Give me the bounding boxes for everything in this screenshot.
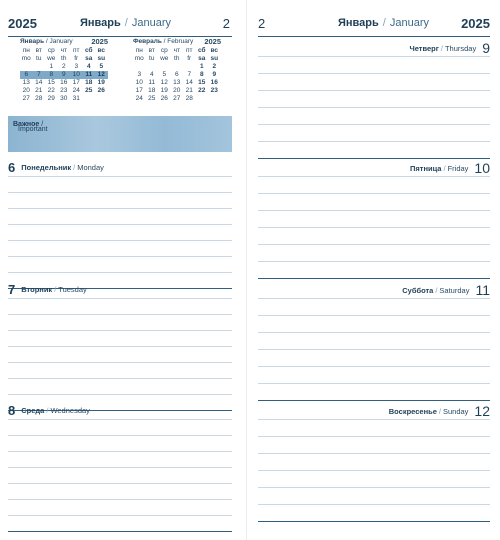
day-number: 7 xyxy=(8,282,16,297)
writing-line[interactable] xyxy=(8,531,232,532)
writing-line[interactable] xyxy=(258,90,490,91)
calendar-date xyxy=(146,63,159,71)
writing-line[interactable] xyxy=(8,314,232,315)
calendar-date xyxy=(95,95,108,103)
calendar-date[interactable]: 17 xyxy=(72,79,80,86)
day-heading-saturday xyxy=(402,282,490,296)
day-heading-tuesday xyxy=(8,282,87,296)
writing-line[interactable] xyxy=(8,298,232,299)
calendar-date[interactable]: 19 xyxy=(97,79,105,86)
weekday-header: sa xyxy=(85,55,93,62)
calendar-date[interactable]: 21 xyxy=(185,87,193,94)
weekday-header: su xyxy=(210,55,219,62)
writing-line[interactable] xyxy=(258,521,490,522)
calendar-date xyxy=(171,63,184,71)
mini-calendar-year: 2025 xyxy=(91,37,108,46)
important-box[interactable] xyxy=(8,116,232,152)
calendar-date[interactable]: 2 xyxy=(61,63,66,70)
weekday-header: mo xyxy=(134,55,144,62)
writing-line[interactable] xyxy=(258,366,490,367)
weekday-header: пн xyxy=(135,47,143,54)
writing-line[interactable] xyxy=(8,435,232,436)
day-heading-friday xyxy=(410,160,490,174)
calendar-date[interactable]: 13 xyxy=(173,79,181,86)
writing-line[interactable] xyxy=(8,394,232,395)
mini-calendar-month: Январь / January xyxy=(20,38,73,45)
calendar-date[interactable]: 19 xyxy=(160,87,168,94)
page-number: 2 xyxy=(258,16,266,31)
weekday-header: чт xyxy=(60,47,67,54)
weekday-header: we xyxy=(47,55,56,62)
calendar-date[interactable]: 1 xyxy=(199,63,204,70)
day-heading-sunday xyxy=(389,403,490,417)
calendar-date[interactable]: 16 xyxy=(210,79,218,86)
left-page-header xyxy=(8,16,232,34)
calendar-date xyxy=(83,95,96,103)
writing-line[interactable] xyxy=(258,210,490,211)
writing-line[interactable] xyxy=(258,470,490,471)
day-number: 8 xyxy=(8,403,16,418)
weekday-header: пн xyxy=(22,47,30,54)
mini-calendar-grid xyxy=(20,47,108,103)
writing-line[interactable] xyxy=(258,349,490,350)
weekday-header: вт xyxy=(148,47,155,54)
day-number: 6 xyxy=(8,160,16,175)
calendar-date[interactable]: 15 xyxy=(198,79,206,86)
day-number: 10 xyxy=(474,160,490,176)
writing-line[interactable] xyxy=(258,400,490,401)
writing-line[interactable] xyxy=(8,467,232,468)
mini-calendar-grid xyxy=(133,47,221,103)
calendar-date[interactable]: 20 xyxy=(22,87,30,94)
writing-line[interactable] xyxy=(8,208,232,209)
writing-line[interactable] xyxy=(8,451,232,452)
calendar-date[interactable]: 2 xyxy=(212,63,217,70)
month-label: Январь / January xyxy=(80,17,171,29)
calendar-date[interactable]: 6 xyxy=(20,71,33,79)
writing-line[interactable] xyxy=(8,346,232,347)
calendar-date[interactable]: 12 xyxy=(160,79,168,86)
calendar-date xyxy=(158,63,171,71)
mini-calendar-title xyxy=(133,38,221,47)
calendar-date[interactable]: 21 xyxy=(35,87,43,94)
writing-line[interactable] xyxy=(258,56,490,57)
calendar-date[interactable]: 30 xyxy=(60,95,68,102)
page-spine xyxy=(246,0,247,540)
weekday-header: sa xyxy=(198,55,206,62)
header-rule xyxy=(8,36,232,37)
calendar-date[interactable]: 4 xyxy=(149,71,154,78)
weekday-header: сб xyxy=(197,47,206,54)
calendar-date xyxy=(20,63,33,71)
calendar-date[interactable]: 10 xyxy=(70,71,83,79)
calendar-date[interactable]: 15 xyxy=(47,79,55,86)
day-name: Среда / Wednesday xyxy=(21,406,90,415)
calendar-date[interactable]: 8 xyxy=(199,71,204,78)
right-page xyxy=(252,0,500,540)
writing-line[interactable] xyxy=(258,107,490,108)
calendar-date[interactable]: 14 xyxy=(35,79,43,86)
day-name: Суббота / Saturday xyxy=(402,285,470,295)
writing-line[interactable] xyxy=(258,244,490,245)
calendar-date[interactable]: 27 xyxy=(173,95,181,102)
left-page xyxy=(0,0,240,540)
mini-calendar-month: Февраль / February xyxy=(133,38,194,45)
writing-line[interactable] xyxy=(8,192,232,193)
calendar-date xyxy=(208,95,221,103)
writing-line[interactable] xyxy=(258,227,490,228)
day-name: Четверг / Thursday xyxy=(409,43,477,53)
calendar-date[interactable]: 27 xyxy=(22,95,30,102)
calendar-date[interactable]: 23 xyxy=(210,87,218,94)
writing-line[interactable] xyxy=(258,383,490,384)
calendar-date[interactable]: 26 xyxy=(160,95,168,102)
writing-line[interactable] xyxy=(258,158,490,159)
calendar-date[interactable]: 20 xyxy=(173,87,181,94)
day-name: Вторник / Tuesday xyxy=(21,285,87,294)
day-number: 12 xyxy=(474,403,490,419)
calendar-date[interactable]: 10 xyxy=(135,79,143,86)
calendar-date[interactable]: 14 xyxy=(185,79,193,86)
writing-line[interactable] xyxy=(8,330,232,331)
mini-calendar-year: 2025 xyxy=(204,37,221,46)
day-name: Пятница / Friday xyxy=(410,163,469,173)
writing-line[interactable] xyxy=(8,176,232,177)
calendar-date xyxy=(33,63,46,71)
writing-line[interactable] xyxy=(8,419,232,420)
weekday-header: пт xyxy=(186,47,193,54)
calendar-date[interactable]: 18 xyxy=(85,79,93,86)
writing-line[interactable] xyxy=(258,332,490,333)
writing-line[interactable] xyxy=(8,362,232,363)
calendar-date xyxy=(196,95,209,103)
writing-line[interactable] xyxy=(8,224,232,225)
writing-line[interactable] xyxy=(258,298,490,299)
weekday-header: вт xyxy=(35,47,42,54)
day-heading-thursday xyxy=(409,40,490,54)
mini-calendar-february xyxy=(133,38,221,103)
day-name: Воскресенье / Sunday xyxy=(388,406,469,416)
writing-line[interactable] xyxy=(8,240,232,241)
writing-line[interactable] xyxy=(8,515,232,516)
weekday-header: mo xyxy=(21,55,31,62)
calendar-date[interactable]: 13 xyxy=(22,79,30,86)
calendar-date[interactable]: 22 xyxy=(198,87,206,94)
weekday-header: ср xyxy=(47,47,55,54)
mini-calendar-title xyxy=(20,38,108,47)
calendar-date[interactable]: 31 xyxy=(72,95,80,102)
calendar-date[interactable]: 4 xyxy=(86,63,91,70)
calendar-date[interactable]: 6 xyxy=(174,71,179,78)
weekday-header: fr xyxy=(187,55,192,62)
weekday-header: we xyxy=(160,55,169,62)
writing-line[interactable] xyxy=(258,193,490,194)
weekday-header: th xyxy=(61,55,67,62)
calendar-date[interactable]: 16 xyxy=(60,79,68,86)
calendar-date[interactable]: 29 xyxy=(47,95,55,102)
calendar-date[interactable]: 12 xyxy=(95,71,108,79)
writing-line[interactable] xyxy=(258,124,490,125)
month-label: Январь / January xyxy=(338,17,429,29)
weekday-header: пт xyxy=(73,47,80,54)
day-number: 11 xyxy=(475,282,490,298)
mini-calendar-january xyxy=(20,38,108,103)
writing-line[interactable] xyxy=(258,261,490,262)
calendar-date[interactable]: 7 xyxy=(187,71,192,78)
calendar-date[interactable]: 22 xyxy=(47,87,55,94)
calendar-date[interactable]: 9 xyxy=(58,71,71,79)
day-heading-monday xyxy=(8,160,104,174)
calendar-date xyxy=(133,63,146,71)
calendar-date[interactable]: 9 xyxy=(212,71,217,78)
day-name: Понедельник / Monday xyxy=(21,163,104,172)
writing-line[interactable] xyxy=(258,141,490,142)
calendar-date[interactable]: 24 xyxy=(135,95,143,102)
writing-line[interactable] xyxy=(258,487,490,488)
year-label: 2025 xyxy=(461,16,490,31)
writing-line[interactable] xyxy=(258,504,490,505)
right-page-header xyxy=(258,16,490,34)
year-label: 2025 xyxy=(8,16,37,31)
header-rule xyxy=(258,36,490,37)
calendar-date[interactable]: 5 xyxy=(99,63,104,70)
writing-line[interactable] xyxy=(258,436,490,437)
writing-line[interactable] xyxy=(8,499,232,500)
weekday-header: su xyxy=(97,55,106,62)
calendar-date[interactable]: 1 xyxy=(49,63,54,70)
writing-line[interactable] xyxy=(258,73,490,74)
day-heading-wednesday xyxy=(8,403,90,417)
calendar-date[interactable]: 23 xyxy=(60,87,68,94)
writing-line[interactable] xyxy=(258,176,490,177)
calendar-date[interactable]: 11 xyxy=(148,79,156,86)
calendar-date xyxy=(183,63,196,71)
calendar-date[interactable]: 5 xyxy=(162,71,167,78)
calendar-date[interactable]: 8 xyxy=(45,71,58,79)
writing-line[interactable] xyxy=(8,483,232,484)
weekday-header: th xyxy=(174,55,180,62)
weekday-header: чт xyxy=(173,47,180,54)
writing-line[interactable] xyxy=(258,315,490,316)
calendar-date[interactable]: 25 xyxy=(85,87,93,94)
calendar-date[interactable]: 24 xyxy=(72,87,80,94)
weekday-header: вс xyxy=(210,47,218,54)
calendar-date[interactable]: 17 xyxy=(135,87,143,94)
important-label: Важное / Important xyxy=(13,121,48,133)
weekday-header: сб xyxy=(84,47,93,54)
page-number: 2 xyxy=(222,16,230,31)
writing-line[interactable] xyxy=(258,278,490,279)
writing-line[interactable] xyxy=(8,256,232,257)
weekday-header: tu xyxy=(36,55,42,62)
day-number: 9 xyxy=(482,40,490,56)
calendar-date[interactable]: 3 xyxy=(137,71,142,78)
weekday-header: fr xyxy=(74,55,79,62)
calendar-date[interactable]: 26 xyxy=(97,87,105,94)
calendar-date[interactable]: 25 xyxy=(148,95,156,102)
calendar-date[interactable]: 7 xyxy=(33,71,46,79)
calendar-date[interactable]: 28 xyxy=(185,95,193,102)
writing-line[interactable] xyxy=(8,272,232,273)
writing-line[interactable] xyxy=(8,378,232,379)
writing-line[interactable] xyxy=(258,453,490,454)
calendar-date[interactable]: 28 xyxy=(35,95,43,102)
writing-line[interactable] xyxy=(258,419,490,420)
calendar-date[interactable]: 3 xyxy=(74,63,79,70)
weekday-header: вс xyxy=(97,47,105,54)
weekday-header: tu xyxy=(149,55,155,62)
calendar-date[interactable]: 18 xyxy=(148,87,156,94)
calendar-date[interactable]: 11 xyxy=(83,71,96,79)
weekday-header: ср xyxy=(160,47,168,54)
